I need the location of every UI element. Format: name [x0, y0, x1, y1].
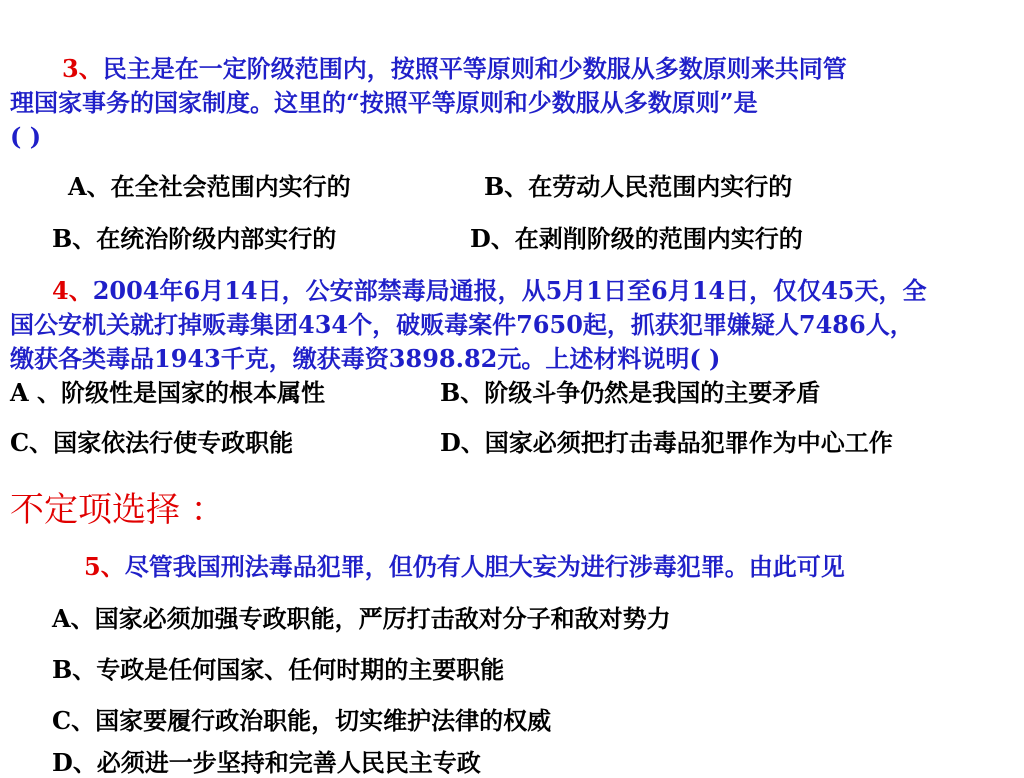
q4-stem-line2: 国公安机关就打掉贩毒集团434个，破贩毒案件7650起，抓获犯罪嫌疑人7486人，: [10, 310, 914, 339]
q4-option-c: C、国家依法行使专政职能: [10, 428, 294, 457]
q4-stem-text-1: 2004年6月14日，公安部禁毒局通报，从5月1日至6月14日，仅仅45天，全: [92, 276, 927, 305]
q3-option-b-second: B、在统治阶级内部实行的: [52, 224, 337, 253]
q4-option-a: A 、阶级性是国家的根本属性: [10, 378, 325, 407]
q3-answer-blank: ( ): [10, 122, 42, 151]
q4-stem-line1: [52, 276, 927, 306]
q5-option-c: C、国家要履行政治职能，切实维护法律的权威: [52, 706, 552, 735]
q3-stem-line2: 理国家事务的国家制度。这里的“按照平等原则和少数服从多数原则”是: [10, 88, 758, 117]
q3-stem-line1: [62, 54, 847, 84]
q3-stem-text-1: 民主是在一定阶级范围内，按照平等原则和少数服从多数原则来共同管: [102, 54, 847, 83]
q3-option-b-first: B、在劳动人民范围内实行的: [484, 172, 793, 201]
q4-option-b: B、阶级斗争仍然是我国的主要矛盾: [440, 378, 821, 407]
q3-option-d: D、在剥削阶级的范围内实行的: [470, 224, 803, 253]
q5-option-a: A、国家必须加强专政职能，严厉打击敌对分子和敌对势力: [52, 604, 671, 633]
section-heading: 不定项选择 ：: [10, 490, 225, 530]
q5-stem: [84, 552, 845, 582]
q4-option-d: D、国家必须把打击毒品犯罪作为中心工作: [440, 428, 893, 457]
q5-number: 5、: [84, 552, 125, 581]
q4-number: 4、: [52, 276, 93, 305]
q5-stem-text: 尽管我国刑法毒品犯罪，但仍有人胆大妄为进行涉毒犯罪。由此可见: [124, 552, 845, 581]
q5-option-b: B、专政是任何国家、任何时期的主要职能: [52, 655, 505, 684]
q3-option-a: A、在全社会范围内实行的: [68, 172, 351, 201]
q4-stem-line3: 缴获各类毒品1943千克，缴获毒资3898.82元。上述材料说明( ): [10, 344, 721, 373]
q3-number: 3、: [62, 54, 103, 83]
q5-option-d: D、必须进一步坚持和完善人民民主专政: [52, 748, 481, 777]
